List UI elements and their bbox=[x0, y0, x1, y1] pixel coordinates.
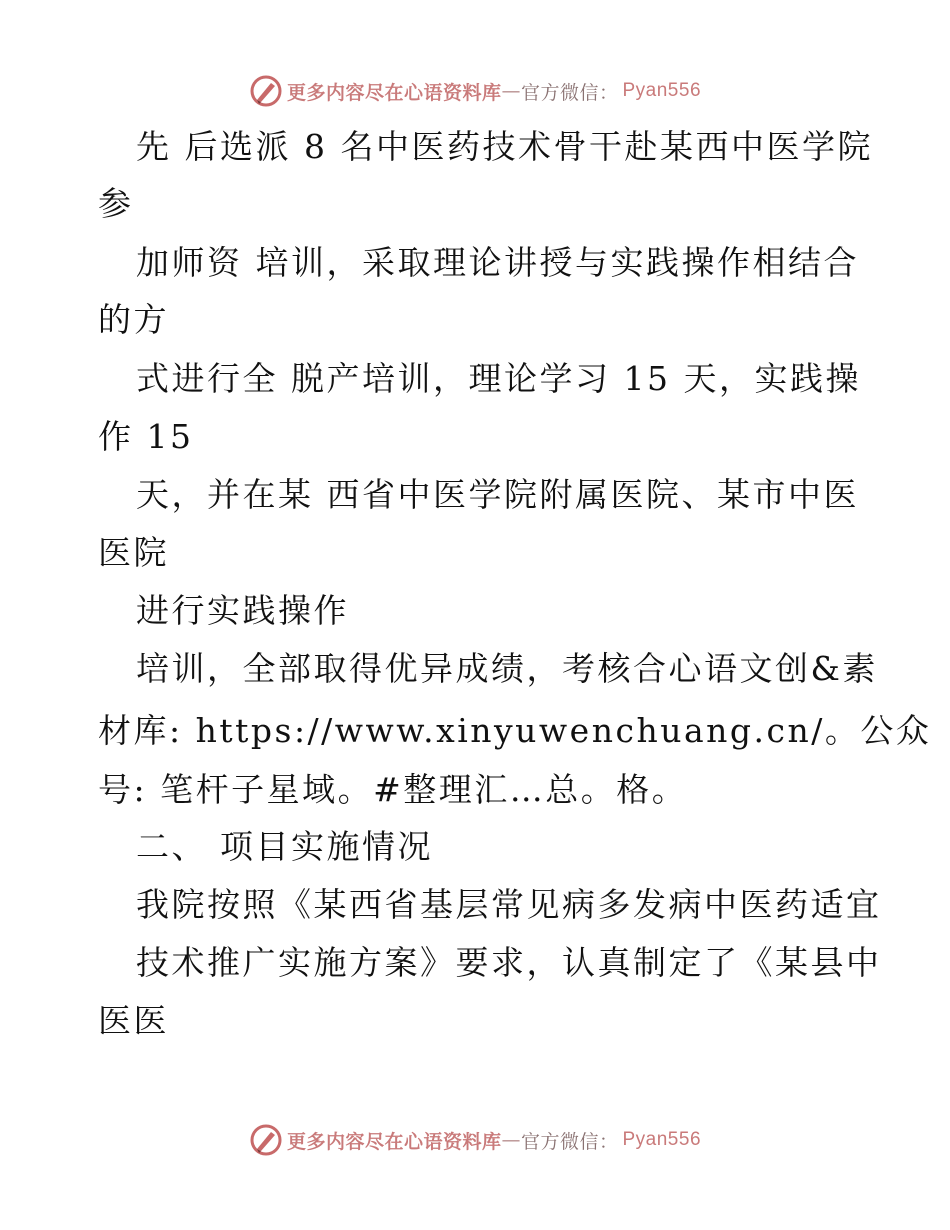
banner-handle: Pyan556 bbox=[622, 1129, 702, 1150]
body-line: 号: 笔杆子星域。#整理汇…总。格。 bbox=[98, 770, 688, 809]
banner-sub-text: 官方微信： bbox=[520, 81, 619, 104]
body-line: 先 后选派 8 名中医药技术骨干赴某西中医学院 bbox=[136, 127, 873, 166]
body-line: 加师资 培训，采取理论讲授与实践操作相结合 bbox=[136, 243, 859, 282]
body-line: 医院 bbox=[98, 533, 169, 572]
body-line: 参 bbox=[98, 184, 134, 223]
body-line: 进行实践操作 bbox=[136, 591, 349, 630]
banner-sub-text: 官方微信： bbox=[520, 1130, 619, 1153]
banner-main-text: 更多内容尽在心语资料库 bbox=[286, 81, 502, 104]
body-line: 材库: https://www.xinyuwenchuang.cn/。公众 bbox=[98, 711, 932, 750]
section-heading: 二、 项目实施情况 bbox=[136, 827, 433, 866]
watermark-banner-bottom bbox=[0, 1120, 950, 1160]
watermark-banner-top bbox=[0, 71, 950, 111]
body-line: 作 15 bbox=[98, 417, 194, 456]
body-line: 培训，全部取得优异成绩，考核合心语文创&素 bbox=[136, 649, 878, 688]
banner-main-text: 更多内容尽在心语资料库 bbox=[286, 1130, 502, 1153]
banner-dash: — bbox=[501, 80, 521, 102]
body-line: 天，并在某 西省中医学院附属医院、某市中医 bbox=[136, 475, 859, 514]
banner-handle: Pyan556 bbox=[622, 80, 702, 101]
pen-logo-icon bbox=[249, 1123, 283, 1157]
body-line: 技术推广实施方案》要求，认真制定了《某县中 bbox=[136, 943, 882, 982]
pen-logo-icon bbox=[249, 74, 283, 108]
body-line: 我院按照《某西省基层常见病多发病中医药适宜 bbox=[136, 885, 882, 924]
body-line: 的方 bbox=[98, 300, 169, 339]
body-line: 式进行全 脱产培训，理论学习 15 天，实践操 bbox=[136, 359, 861, 398]
body-line: 医医 bbox=[98, 1001, 169, 1040]
banner-dash: — bbox=[501, 1129, 521, 1151]
